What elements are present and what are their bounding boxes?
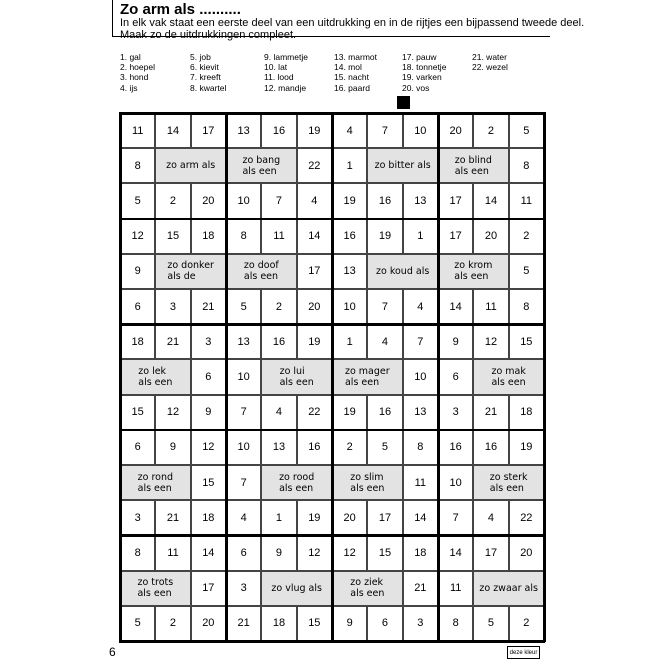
- number-cell: 3: [155, 289, 190, 324]
- number-cell: 7: [261, 183, 296, 218]
- phrase-cell: [120, 571, 191, 606]
- word-list-item: 4. ijs: [120, 83, 138, 93]
- block-divider: [119, 640, 545, 643]
- word-list-item: 8. kwartel: [190, 83, 227, 93]
- number-cell: 18: [191, 500, 226, 535]
- number-cell: 16: [297, 430, 332, 465]
- number-cell: 20: [438, 113, 473, 148]
- phrase-text: zo lui als een: [279, 365, 314, 388]
- number-cell: 6: [367, 606, 402, 641]
- number-cell: 17: [367, 500, 402, 535]
- word-list-item: 20. vos: [402, 83, 430, 93]
- number-cell: 2: [155, 606, 190, 641]
- block-divider: [119, 534, 545, 537]
- block-divider: [225, 112, 228, 642]
- word-list-item: 17. pauw: [402, 52, 437, 62]
- color-box: deze kleur: [507, 646, 540, 659]
- number-cell: 14: [155, 113, 190, 148]
- number-cell: 5: [367, 430, 402, 465]
- word-list-item: 3. hond: [120, 72, 149, 82]
- number-cell: 21: [191, 289, 226, 324]
- phrase-text: zo trots als een: [137, 577, 174, 600]
- number-cell: 4: [261, 395, 296, 430]
- word-list-item: 21. water: [472, 52, 507, 62]
- phrase-text: zo mager als een: [344, 365, 390, 388]
- phrase-text: zo blind als een: [454, 154, 492, 177]
- number-cell: 5: [509, 113, 544, 148]
- number-cell: 13: [403, 395, 438, 430]
- number-cell: 20: [473, 219, 508, 254]
- number-cell: 12: [155, 395, 190, 430]
- number-cell: 18: [261, 606, 296, 641]
- number-cell: 4: [332, 113, 367, 148]
- number-cell: 8: [403, 430, 438, 465]
- number-cell: 15: [509, 324, 544, 359]
- number-cell: 14: [297, 219, 332, 254]
- number-cell: 11: [155, 535, 190, 570]
- number-cell: 6: [226, 535, 261, 570]
- phrase-cell: [261, 465, 332, 500]
- page-number: 6: [109, 645, 116, 659]
- number-cell: 8: [509, 148, 544, 183]
- word-list-item: 13. marmot: [334, 52, 377, 62]
- phrase-cell: [367, 254, 438, 289]
- number-cell: 3: [191, 324, 226, 359]
- number-cell: 19: [297, 113, 332, 148]
- number-cell: 16: [261, 324, 296, 359]
- block-divider: [119, 218, 545, 221]
- word-list-item: 22. wezel: [472, 62, 508, 72]
- number-cell: 10: [226, 359, 261, 394]
- number-cell: 12: [332, 535, 367, 570]
- phrase-text: zo bitter als: [374, 160, 431, 172]
- number-cell: 10: [226, 430, 261, 465]
- number-cell: 1: [332, 324, 367, 359]
- number-cell: 11: [261, 219, 296, 254]
- phrase-cell: [473, 359, 544, 394]
- number-cell: 21: [155, 500, 190, 535]
- block-divider: [437, 112, 440, 642]
- word-list-item: 16. paard: [334, 83, 370, 93]
- number-cell: 5: [120, 183, 155, 218]
- number-cell: 13: [226, 324, 261, 359]
- word-list-item: 5. job: [190, 52, 211, 62]
- number-cell: 7: [367, 113, 402, 148]
- number-cell: 2: [509, 606, 544, 641]
- number-cell: 18: [509, 395, 544, 430]
- page-title: Zo arm als ..........: [120, 1, 241, 18]
- number-cell: 4: [367, 324, 402, 359]
- number-cell: 2: [332, 430, 367, 465]
- number-cell: 19: [297, 324, 332, 359]
- number-cell: 11: [509, 183, 544, 218]
- number-cell: 22: [297, 395, 332, 430]
- number-cell: 16: [473, 430, 508, 465]
- word-list-item: 19. varken: [402, 72, 442, 82]
- phrase-text: zo vlug als: [271, 582, 322, 594]
- number-cell: 7: [226, 395, 261, 430]
- number-cell: 4: [473, 500, 508, 535]
- number-cell: 3: [120, 500, 155, 535]
- phrase-text: zo krom als een: [454, 260, 493, 283]
- number-cell: 2: [509, 219, 544, 254]
- number-cell: 19: [332, 395, 367, 430]
- number-cell: 16: [438, 430, 473, 465]
- phrase-cell: [120, 465, 191, 500]
- number-cell: 9: [261, 535, 296, 570]
- number-cell: 6: [120, 289, 155, 324]
- number-cell: 18: [120, 324, 155, 359]
- number-cell: 16: [332, 219, 367, 254]
- block-divider: [119, 112, 545, 115]
- number-cell: 21: [226, 606, 261, 641]
- number-cell: 10: [403, 359, 438, 394]
- phrase-cell: [332, 465, 403, 500]
- phrase-cell: [261, 571, 332, 606]
- number-cell: 13: [403, 183, 438, 218]
- number-cell: 16: [367, 395, 402, 430]
- block-divider: [119, 112, 122, 642]
- phrase-cell: [473, 571, 544, 606]
- number-cell: 21: [473, 395, 508, 430]
- word-list-item: 15. nacht: [334, 72, 369, 82]
- number-cell: 9: [155, 430, 190, 465]
- number-cell: 21: [403, 571, 438, 606]
- number-cell: 21: [155, 324, 190, 359]
- phrase-cell: [261, 359, 332, 394]
- word-list-item: 9. lammetje: [264, 52, 308, 62]
- number-cell: 17: [297, 254, 332, 289]
- number-cell: 19: [367, 219, 402, 254]
- word-list-item: 14. mol: [334, 62, 362, 72]
- number-cell: 22: [297, 148, 332, 183]
- number-cell: 5: [509, 254, 544, 289]
- number-cell: 5: [120, 606, 155, 641]
- number-cell: 8: [120, 148, 155, 183]
- number-cell: 6: [191, 359, 226, 394]
- phrase-text: zo koud als: [376, 265, 430, 277]
- phrase-text: zo donker als de: [167, 260, 214, 283]
- phrase-cell: [120, 359, 191, 394]
- word-list-item: 1. gal: [120, 52, 141, 62]
- number-cell: 5: [473, 606, 508, 641]
- word-list-item: 12. mandje: [264, 83, 307, 93]
- phrase-cell: [367, 148, 438, 183]
- number-cell: 8: [120, 535, 155, 570]
- number-cell: 9: [191, 395, 226, 430]
- black-square-marker: [397, 96, 410, 109]
- word-list-item: 10. lat: [264, 62, 288, 72]
- number-cell: 6: [438, 359, 473, 394]
- word-list-item: 6. kievit: [190, 62, 219, 72]
- number-cell: 12: [473, 324, 508, 359]
- number-cell: 6: [120, 430, 155, 465]
- phrase-text: zo rood als een: [279, 471, 315, 494]
- number-cell: 19: [332, 183, 367, 218]
- word-list-item: 11. lood: [264, 72, 294, 82]
- number-cell: 20: [297, 289, 332, 324]
- number-cell: 15: [367, 535, 402, 570]
- number-cell: 15: [155, 219, 190, 254]
- block-divider: [331, 112, 334, 642]
- number-cell: 10: [438, 465, 473, 500]
- phrase-text: zo sterk als een: [489, 471, 528, 494]
- phrase-text: zo doof als een: [243, 260, 279, 283]
- number-cell: 12: [191, 430, 226, 465]
- phrase-text: zo ziek als een: [350, 577, 385, 600]
- number-cell: 11: [120, 113, 155, 148]
- puzzle-grid: [120, 113, 544, 641]
- phrase-cell: [155, 148, 226, 183]
- number-cell: 20: [191, 606, 226, 641]
- number-cell: 22: [509, 500, 544, 535]
- phrase-text: zo arm als: [166, 160, 216, 172]
- word-list-item: 7. kreeft: [190, 72, 221, 82]
- number-cell: 4: [403, 289, 438, 324]
- phrase-cell: [332, 571, 403, 606]
- block-divider: [543, 112, 546, 642]
- number-cell: 8: [438, 606, 473, 641]
- phrase-text: zo mak als een: [491, 365, 526, 388]
- phrase-cell: [226, 254, 297, 289]
- number-cell: 20: [509, 535, 544, 570]
- instruction-line-1: In elk vak staat een eerste deel van een uitdrukking en in de rijtjes een bijpassend tweede deel.: [120, 17, 585, 29]
- number-cell: 11: [438, 571, 473, 606]
- number-cell: 12: [297, 535, 332, 570]
- number-cell: 18: [191, 219, 226, 254]
- number-cell: 9: [120, 254, 155, 289]
- number-cell: 3: [226, 571, 261, 606]
- number-cell: 14: [403, 500, 438, 535]
- phrase-cell: [226, 148, 297, 183]
- number-cell: 3: [403, 606, 438, 641]
- number-cell: 20: [332, 500, 367, 535]
- number-cell: 1: [261, 500, 296, 535]
- phrase-cell: [155, 254, 226, 289]
- number-cell: 14: [438, 289, 473, 324]
- phrase-cell: [438, 148, 509, 183]
- number-cell: 14: [191, 535, 226, 570]
- word-list-item: 2. hoepel: [120, 62, 155, 72]
- phrase-cell: [473, 465, 544, 500]
- number-cell: 17: [191, 113, 226, 148]
- phrase-cell: [438, 254, 509, 289]
- number-cell: 7: [226, 465, 261, 500]
- word-list-item: 18. tonnetje: [402, 62, 447, 72]
- number-cell: 12: [120, 219, 155, 254]
- number-cell: 14: [473, 183, 508, 218]
- number-cell: 15: [120, 395, 155, 430]
- number-cell: 16: [261, 113, 296, 148]
- number-cell: 2: [261, 289, 296, 324]
- number-cell: 10: [332, 289, 367, 324]
- number-cell: 1: [332, 148, 367, 183]
- number-cell: 2: [155, 183, 190, 218]
- number-cell: 13: [261, 430, 296, 465]
- number-cell: 10: [226, 183, 261, 218]
- number-cell: 15: [297, 606, 332, 641]
- number-cell: 17: [473, 535, 508, 570]
- phrase-text: zo bang als een: [242, 154, 281, 177]
- block-divider: [119, 323, 545, 326]
- number-cell: 2: [473, 113, 508, 148]
- number-cell: 11: [403, 465, 438, 500]
- number-cell: 7: [367, 289, 402, 324]
- word-list: [0, 0, 660, 100]
- phrase-cell: [332, 359, 403, 394]
- phrase-text: zo rond als een: [137, 471, 174, 494]
- number-cell: 4: [297, 183, 332, 218]
- number-cell: 9: [332, 606, 367, 641]
- number-cell: 7: [438, 500, 473, 535]
- number-cell: 13: [226, 113, 261, 148]
- number-cell: 8: [226, 219, 261, 254]
- number-cell: 3: [438, 395, 473, 430]
- number-cell: 4: [226, 500, 261, 535]
- instruction-line-2: Maak zo de uitdrukkingen compleet.: [120, 29, 297, 41]
- number-cell: 20: [191, 183, 226, 218]
- number-cell: 19: [297, 500, 332, 535]
- phrase-text: zo lek als een: [138, 365, 173, 388]
- number-cell: 14: [438, 535, 473, 570]
- number-cell: 9: [438, 324, 473, 359]
- number-cell: 17: [438, 183, 473, 218]
- number-cell: 1: [403, 219, 438, 254]
- phrase-text: zo zwaar als: [479, 582, 538, 594]
- number-cell: 19: [509, 430, 544, 465]
- number-cell: 11: [473, 289, 508, 324]
- number-cell: 10: [403, 113, 438, 148]
- number-cell: 7: [403, 324, 438, 359]
- number-cell: 15: [191, 465, 226, 500]
- number-cell: 17: [191, 571, 226, 606]
- number-cell: 8: [509, 289, 544, 324]
- phrase-text: zo slim als een: [350, 471, 385, 494]
- block-divider: [119, 429, 545, 432]
- number-cell: 13: [332, 254, 367, 289]
- number-cell: 16: [367, 183, 402, 218]
- number-cell: 5: [226, 289, 261, 324]
- number-cell: 17: [438, 219, 473, 254]
- number-cell: 18: [403, 535, 438, 570]
